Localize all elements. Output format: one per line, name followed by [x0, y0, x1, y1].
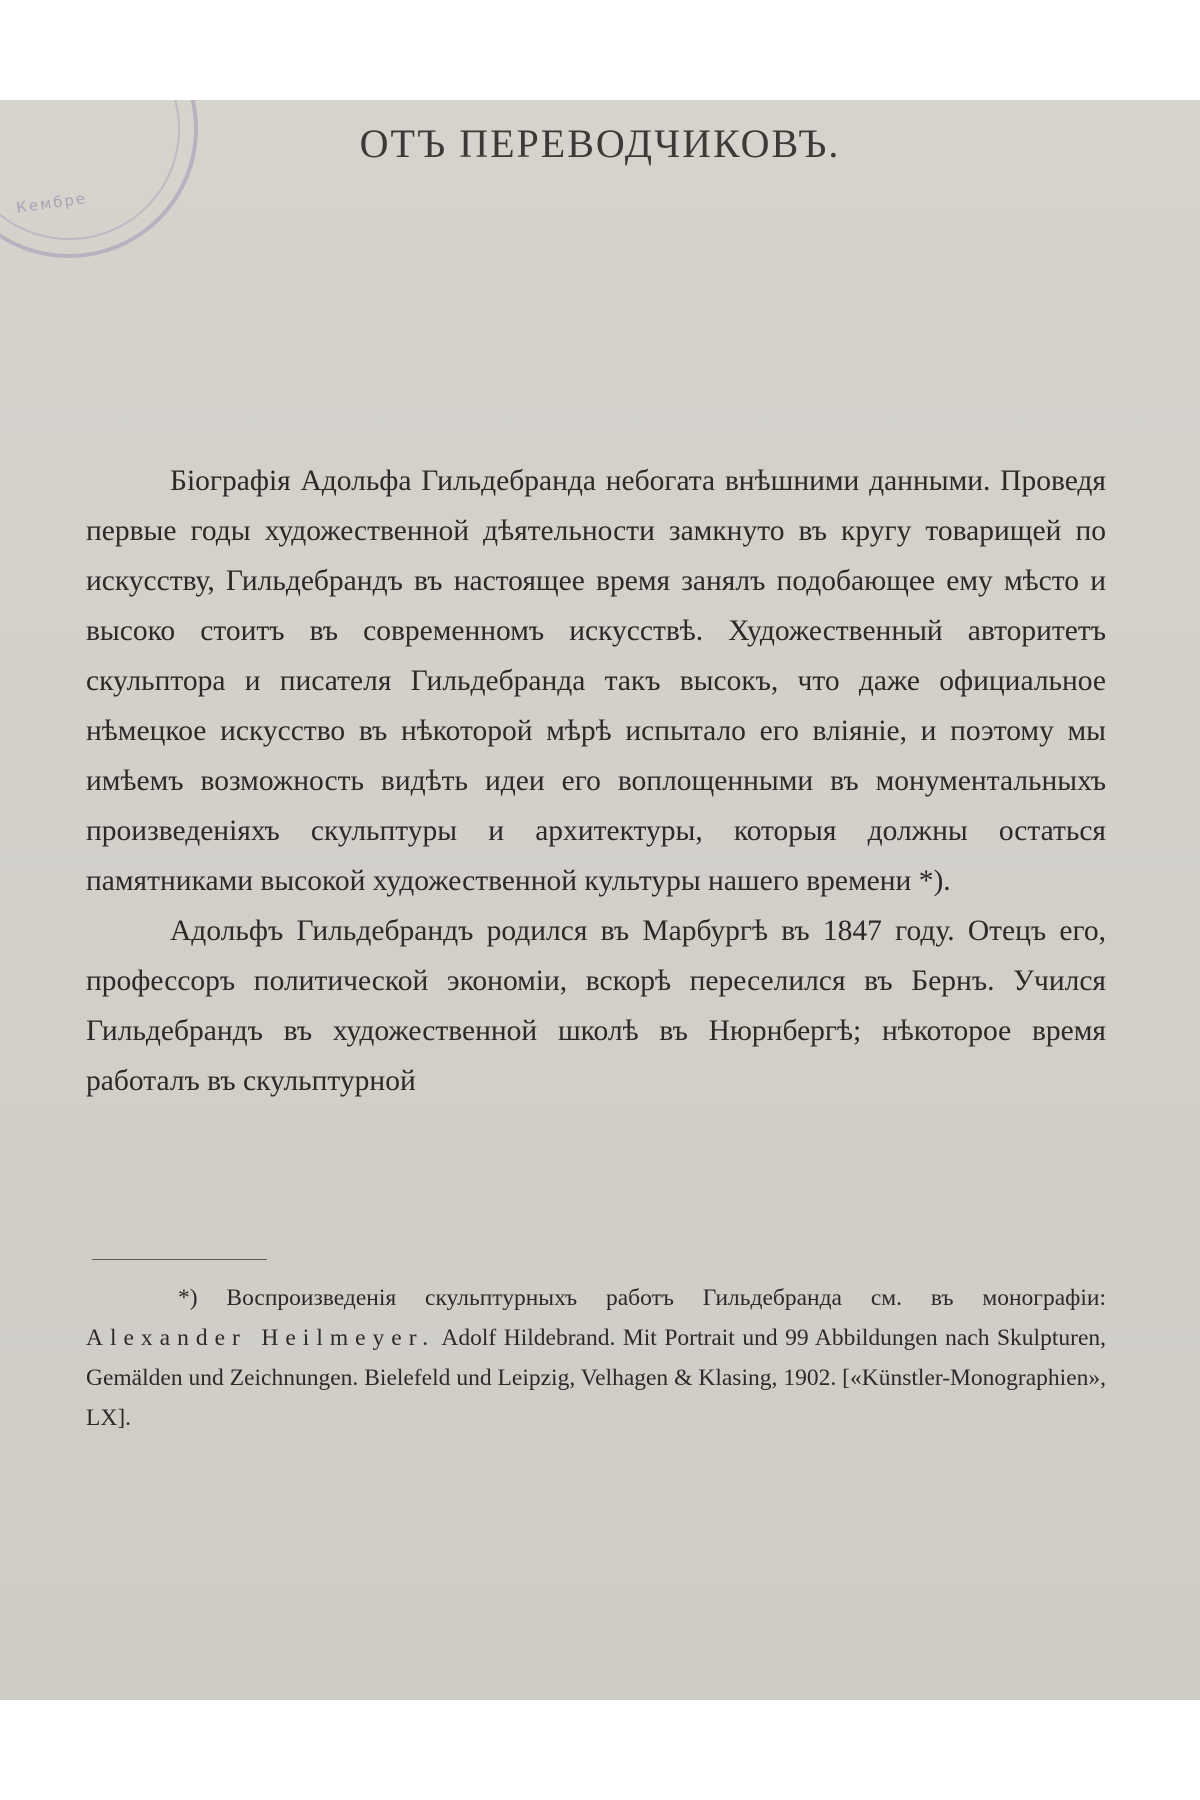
stamp-text: Кембре	[15, 189, 89, 217]
footnote-author: Alexander Heilmeyer.	[86, 1325, 436, 1351]
book-page	[0, 100, 1200, 1700]
footnote-lead: *) Воспроизведенія скульптурныхъ работъ Гильдебранда см. въ монографіи:	[178, 1285, 1106, 1311]
paragraph-2: Адольфъ Гильдебрандъ родился въ Марбургѣ въ 1847 году. Отецъ его, профессоръ политической экономіи, вскорѣ переселился въ Бернъ. Учился Гильдебрандъ въ художественной школѣ въ Нюрнбергѣ; нѣкоторое время работалъ въ скульптурной	[86, 915, 1106, 1097]
body-text	[86, 456, 1106, 1106]
footnote-divider	[92, 1259, 267, 1260]
footnote	[86, 1278, 1106, 1438]
footnote-rest: Adolf Hildebrand. Mit Portrait und 99 Abbildungen nach Skulpturen, Gemälden und Zeichnungen. Bielefeld und Leipzig, Velhagen & Klasing, 1902. [«Künstler-Monographien», LX].	[86, 1325, 1106, 1431]
paragraph-1: Біографія Адольфа Гильдебранда небогата внѣшними данными. Проведя первые годы художественной дѣятельности замкнуто въ кругу товарищей по искусству, Гильдебрандъ въ настоящее время занялъ подобающее ему мѣсто и высоко стоитъ въ современномъ искусствѣ. Художественный авторитетъ скульптора и писателя Гильдебранда такъ высокъ, что даже официальное нѣмецкое искусство въ нѣкоторой мѣрѣ испытало его вліяніе, и поэтому мы имѣемъ возможность видѣть идеи его воплощенными въ монументальныхъ произведеніяхъ скульптуры и архитектуры, которыя должны остаться памятниками высокой художественной культуры нашего времени *).	[86, 465, 1106, 897]
page-heading: ОТЪ ПЕРЕВОДЧИКОВЪ.	[359, 121, 841, 166]
